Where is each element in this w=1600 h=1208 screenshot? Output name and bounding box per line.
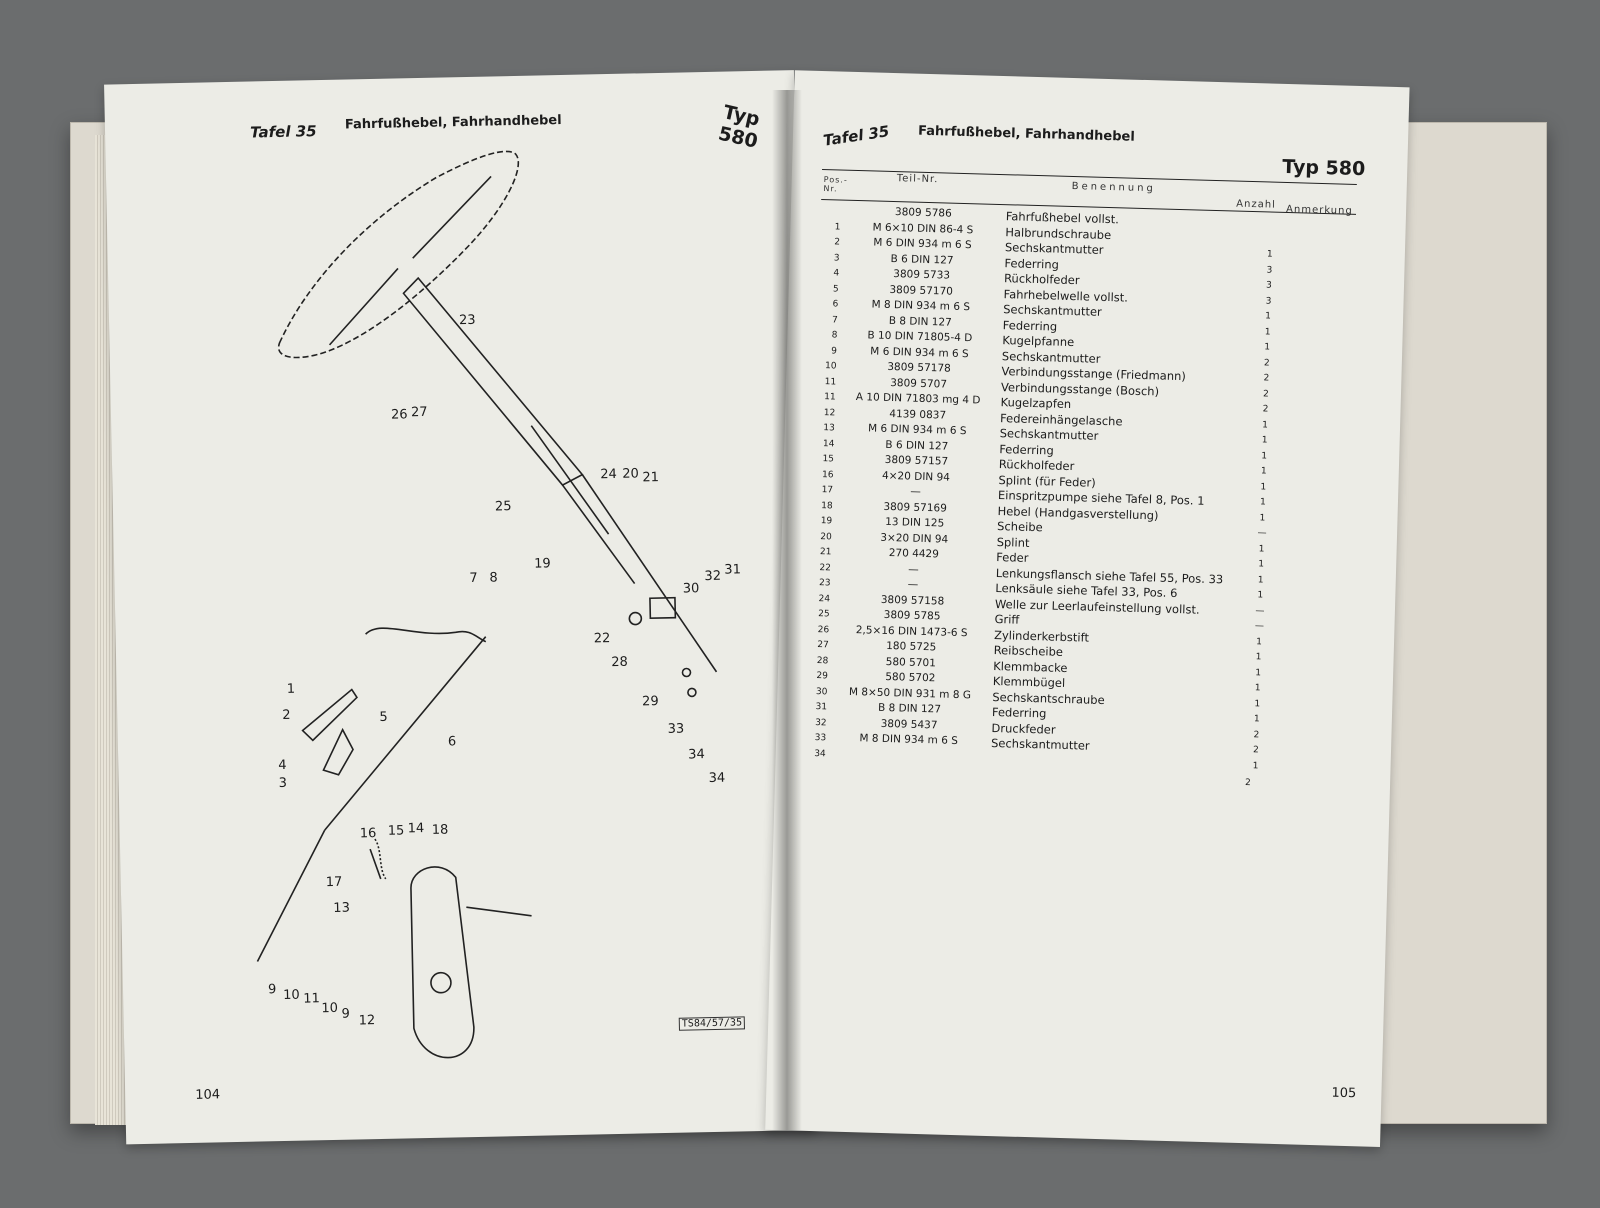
callout-30: 30 [682, 581, 700, 597]
cell-ben: Feder [996, 550, 1029, 565]
cell-pos: 22 [819, 562, 832, 573]
cell-anz: 2 [1253, 729, 1260, 740]
cell-teil: 3809 57157 [884, 453, 949, 468]
cell-anz: 1 [1257, 574, 1264, 585]
cell-ben: Sechskantmutter [1004, 240, 1104, 257]
steering-column [403, 275, 582, 489]
right-typ-label: Typ 580 [1281, 155, 1366, 181]
cell-ben: Splint [996, 534, 1030, 550]
cell-pos: 32 [814, 717, 827, 728]
callout-19: 19 [534, 556, 551, 572]
callout-9b: 9 [341, 1006, 351, 1022]
left-page-title: Fahrfußhebel, Fahrhandhebel [344, 112, 562, 133]
cell-teil: 3809 57170 [889, 283, 954, 298]
nut [688, 688, 696, 696]
cell-ben: Welle zur Leerlaufeinstellung vollst. [994, 596, 1200, 617]
callout-26: 26 [390, 407, 408, 423]
cell-teil: 2,5×16 DIN 1473-6 S [855, 623, 968, 639]
cell-teil: B 10 DIN 71805-4 D [867, 329, 973, 345]
clamp-block [650, 598, 675, 619]
cell-teil: M 8 DIN 934 m 6 S [859, 732, 959, 748]
callout-14: 14 [407, 821, 425, 837]
cell-ben: Sechskantmutter [990, 735, 1090, 753]
callout-28: 28 [611, 654, 628, 671]
cell-anz: 1 [1259, 512, 1266, 524]
cell-pos: 19 [820, 516, 833, 527]
cell-ben: Sechskantmutter [1003, 302, 1102, 319]
cell-teil: 4×20 DIN 94 [881, 469, 951, 484]
cell-teil: 580 5702 [885, 670, 936, 685]
cell-ben: Verbindungsstange (Bosch) [1000, 379, 1160, 399]
callout-10b: 10 [321, 1000, 339, 1017]
cell-ben: Lenkungsflansch siehe Tafel 55, Pos. 33 [995, 565, 1224, 586]
cell-ben: Klemmbacke [993, 658, 1068, 675]
cell-pos: 17 [821, 485, 834, 496]
cell-anz: 3 [1265, 295, 1272, 307]
cell-teil: — [907, 578, 919, 591]
cell-anz: 1 [1252, 760, 1259, 771]
cell-pos: 29 [816, 671, 829, 682]
col-benennung: Benennung [1071, 180, 1156, 195]
right-page-number: 105 [1331, 1085, 1357, 1102]
cell-ben: Klemmbügel [992, 673, 1066, 690]
cell-ben: Kugelzapfen [1000, 395, 1072, 412]
cell-ben: Fahrhebelwelle vollst. [1003, 286, 1129, 305]
callout-3: 3 [278, 775, 288, 792]
cell-teil: 3809 57169 [883, 500, 948, 515]
cell-pos: 14 [822, 438, 835, 449]
cell-ben: Hebel (Handgasverstellung) [997, 503, 1159, 523]
cell-ben: Lenksäule siehe Tafel 33, Pos. 6 [995, 581, 1178, 601]
callout-24: 24 [600, 466, 618, 483]
callout-23: 23 [458, 312, 476, 329]
callout-25: 25 [494, 499, 512, 515]
callout-18: 18 [431, 822, 449, 838]
cell-pos: 2 [834, 237, 841, 248]
cell-ben: Halbrundschraube [1005, 224, 1112, 242]
cell-anz: 2 [1263, 357, 1270, 369]
cell-anz: 1 [1258, 543, 1265, 555]
pump-screw [431, 973, 451, 993]
cell-pos: 8 [831, 330, 838, 341]
left-page [104, 70, 816, 1144]
cell-teil: M 8×50 DIN 931 m 8 G [848, 685, 972, 701]
cell-teil: 3809 5786 [894, 206, 952, 220]
cell-pos: 26 [817, 624, 830, 635]
cell-teil: 180 5725 [886, 639, 937, 654]
callout-5: 5 [379, 709, 388, 725]
cell-anz: 1 [1260, 466, 1267, 477]
friction-disc [629, 612, 641, 624]
cell-teil: A 10 DIN 71803 mg 4 D [855, 391, 981, 407]
col-anzahl: Anzahl [1236, 198, 1277, 211]
connecting-rod [321, 637, 490, 830]
cell-anz: 1 [1256, 636, 1263, 647]
cell-teil: M 6 DIN 934 m 6 S [870, 344, 969, 360]
exploded-parts-diagram [104, 70, 816, 1144]
cell-ben: Griff [994, 612, 1020, 627]
callout-13: 13 [333, 900, 351, 916]
cell-anz: — [1254, 621, 1265, 632]
cell-teil: 4139 0837 [889, 407, 947, 422]
cell-ben: Sechskantmutter [1001, 348, 1101, 366]
parts-table [805, 204, 1340, 776]
cell-anz: 1 [1254, 683, 1261, 694]
split-pin [370, 849, 381, 879]
cell-pos: 28 [816, 655, 829, 666]
cell-teil: 13 DIN 125 [884, 515, 945, 530]
cell-ben: Federring [999, 441, 1054, 458]
accelerator-pedal [302, 689, 358, 740]
cell-teil: M 6×10 DIN 86-4 S [872, 220, 974, 236]
cell-teil: M 6 DIN 934 m 6 S [873, 236, 972, 252]
cell-ben: Einspritzpumpe siehe Tafel 8, Pos. 1 [997, 488, 1205, 508]
callout-12: 12 [358, 1013, 376, 1029]
cell-anz: 1 [1258, 559, 1265, 570]
callout-21: 21 [642, 470, 660, 486]
cell-pos [821, 206, 841, 207]
cell-ben: Federring [1004, 255, 1060, 272]
cell-anz: 1 [1261, 450, 1268, 462]
cell-anz: 1 [1264, 326, 1271, 338]
injection-pump-housing [411, 866, 475, 1058]
cell-pos: 23 [818, 578, 831, 589]
callout-17: 17 [325, 874, 343, 891]
cell-pos: 15 [822, 454, 835, 465]
cell-anz: 2 [1263, 373, 1270, 384]
col-teil: Teil-Nr. [896, 173, 939, 186]
cell-anz: 1 [1261, 435, 1268, 446]
cell-teil: M 6 DIN 934 m 6 S [867, 422, 967, 438]
callout-9: 9 [267, 982, 277, 998]
cell-ben: Sechskantmutter [999, 426, 1099, 443]
left-page-number: 104 [195, 1087, 221, 1103]
connecting-rod-lower [255, 830, 328, 961]
callout-15: 15 [387, 823, 405, 839]
pump-shaft [466, 906, 531, 917]
cell-anz: 1 [1255, 667, 1262, 678]
cell-teil: M 8 DIN 934 m 6 S [871, 298, 971, 314]
cell-ben: Verbindungsstange (Friedmann) [1001, 364, 1187, 384]
callout-10: 10 [283, 987, 300, 1004]
cell-ben: Scheibe [996, 519, 1043, 535]
wheel-spoke [411, 176, 493, 258]
nut [682, 668, 690, 676]
cell-pos: 20 [820, 531, 832, 542]
cell-anz: 1 [1260, 481, 1267, 493]
cell-anz: 1 [1254, 698, 1261, 709]
cell-pos: 6 [832, 299, 839, 310]
cell-ben: Fahrfußhebel vollst. [1005, 209, 1120, 227]
cell-pos: 27 [817, 640, 829, 651]
cell-pos: 1 [834, 221, 841, 233]
cell-teil: 3×20 DIN 94 [880, 531, 949, 546]
cell-ben: Rückholfeder [998, 457, 1075, 474]
callout-2: 2 [282, 707, 291, 723]
cell-pos: 11 [824, 376, 837, 387]
cell-anz: 1 [1262, 419, 1269, 431]
callout-32: 32 [704, 568, 722, 585]
cell-anz: 1 [1257, 590, 1264, 601]
drawing-code: TS84/57/35 [679, 1016, 745, 1030]
cell-anz: 2 [1262, 404, 1269, 415]
right-tafel-label: Tafel 35 [822, 122, 891, 150]
cell-pos: 34 [814, 748, 826, 759]
callout-4: 4 [278, 757, 287, 774]
cell-teil: 3809 5785 [883, 608, 941, 623]
cell-anz [1260, 234, 1280, 235]
cell-anz: 3 [1265, 280, 1272, 291]
callout-29: 29 [641, 694, 659, 710]
cell-pos: 31 [815, 702, 828, 713]
cell-pos: 4 [833, 268, 840, 279]
cell-ben: Rückholfeder [1003, 271, 1080, 288]
callout-34: 34 [688, 747, 705, 763]
callout-6: 6 [447, 734, 457, 750]
cell-teil: 3809 5733 [893, 268, 951, 282]
cell-teil: 3809 5707 [890, 376, 948, 391]
cell-anz: 1 [1259, 497, 1266, 508]
cell-pos: 13 [823, 423, 835, 434]
callout-16: 16 [359, 826, 377, 842]
pedal-bracket [323, 730, 354, 776]
cell-teil: 3809 57158 [880, 593, 945, 608]
cell-pos: 9 [831, 345, 838, 356]
cell-anz: 1 [1266, 249, 1273, 260]
cell-ben: Kugelpfanne [1002, 333, 1075, 350]
shaft [531, 424, 608, 536]
right-page [765, 70, 1409, 1147]
cell-pos: 30 [815, 686, 828, 697]
right-page-title: Fahrfußhebel, Fahrhandhebel [917, 123, 1136, 145]
cell-ben: Zylinderkerbstift [993, 627, 1090, 645]
cell-pos: 12 [823, 407, 836, 418]
callout-8: 8 [489, 570, 498, 586]
cell-teil: B 6 DIN 127 [885, 438, 949, 453]
cell-ben: Sechskantschraube [992, 689, 1105, 707]
cell-teil: B 8 DIN 127 [888, 314, 952, 329]
cell-ben: Druckfeder [991, 720, 1056, 737]
cell-pos: 5 [832, 283, 839, 295]
cell-pos: 11 [824, 392, 836, 403]
cell-teil: 3809 57178 [887, 360, 951, 375]
callout-33: 33 [667, 721, 685, 737]
col-anmerkung: Anmerkung [1285, 203, 1353, 217]
callout-1: 1 [286, 681, 296, 697]
col-pos: Pos.-Nr. [823, 175, 848, 194]
cell-teil: B 6 DIN 127 [890, 252, 954, 267]
cell-pos: 16 [821, 469, 834, 480]
cell-anz: 2 [1262, 388, 1269, 400]
cell-pos: 25 [818, 609, 830, 620]
cell-ben: Federeinhängelasche [999, 410, 1123, 428]
cell-pos: 21 [819, 547, 832, 558]
cell-pos: 33 [814, 733, 827, 744]
cell-anz: — [1257, 528, 1267, 539]
callout-34b: 34 [708, 770, 726, 787]
cell-anz: 1 [1264, 342, 1271, 353]
cell-anz [1261, 218, 1281, 219]
cell-pos: 24 [818, 593, 831, 604]
callout-31: 31 [724, 562, 742, 578]
cell-pos: 3 [833, 252, 840, 264]
cell-teil: — [907, 563, 919, 576]
left-typ-label: Typ 580 [716, 101, 762, 153]
left-tafel-label: Tafel 35 [249, 122, 317, 142]
cell-teil: B 8 DIN 127 [877, 701, 942, 716]
cell-ben: Federring [1002, 317, 1058, 334]
cell-ben: Reibscheibe [993, 642, 1064, 659]
return-spring [375, 839, 386, 879]
cell-teil: — [910, 485, 921, 498]
cell-pos: 7 [831, 314, 838, 326]
cell-anz: 1 [1255, 652, 1262, 663]
cell-teil: 580 5701 [885, 655, 937, 669]
cell-anz: 1 [1253, 714, 1260, 725]
cell-anz: 2 [1252, 745, 1259, 756]
cell-pos: 10 [824, 361, 837, 372]
cell-teil: 270 4429 [888, 547, 940, 561]
callout-22: 22 [593, 631, 611, 647]
cell-pos: 18 [821, 500, 833, 511]
hand-lever-rod [366, 626, 486, 644]
cell-ben: Federring [991, 704, 1047, 721]
cell-anz: 3 [1266, 264, 1273, 276]
callout-labels [254, 307, 750, 1030]
callout-7: 7 [469, 570, 478, 587]
trailing-anzahl: 2 [1244, 778, 1251, 789]
cell-anz: 1 [1265, 311, 1272, 322]
cell-teil: 3809 5437 [880, 717, 938, 731]
cell-ben: Splint (für Feder) [998, 472, 1096, 490]
book-gutter [772, 90, 802, 1130]
callout-20: 20 [622, 466, 640, 482]
callout-11: 11 [303, 991, 320, 1007]
cell-anz: — [1255, 605, 1265, 617]
callout-27: 27 [410, 404, 428, 421]
